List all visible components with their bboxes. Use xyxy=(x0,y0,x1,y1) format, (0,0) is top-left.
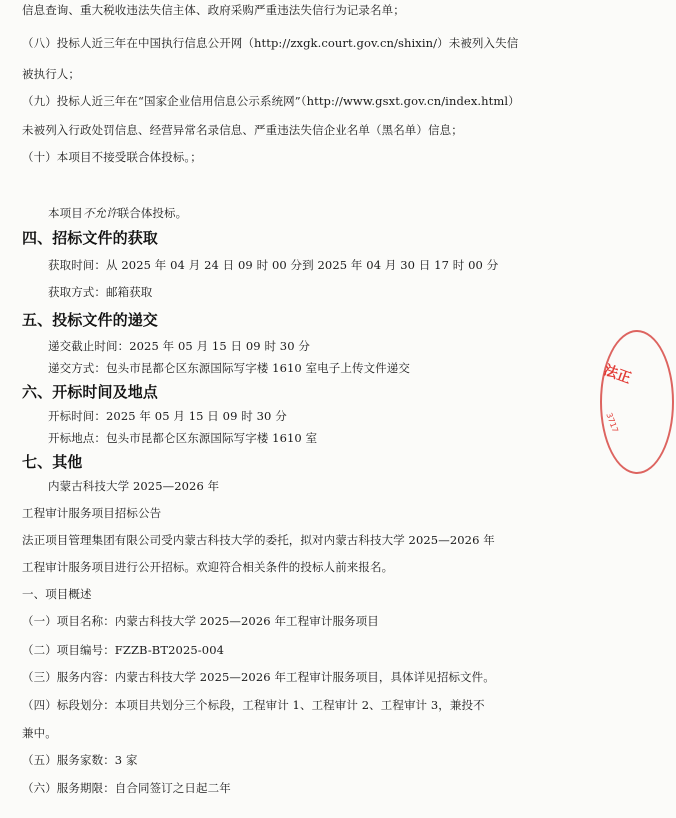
text-line: 递交截止时间：2025 年 05 月 15 日 09 时 30 分 xyxy=(48,339,310,353)
text-line: 信息查询、重大税收违法失信主体、政府采购严重违法失信行为记录名单； xyxy=(22,3,405,17)
text-line: （六）服务期限：自合同签订之日起二年 xyxy=(22,781,231,795)
section-heading: 七、其他 xyxy=(22,453,83,471)
section-heading: 四、招标文件的获取 xyxy=(22,229,158,247)
text-line: （四）标段划分：本项目共划分三个标段，工程审计 1、工程审计 2、工程审计 3，兼投不 xyxy=(22,698,485,712)
text-line: 获取时间：从 2025 年 04 月 24 日 09 时 00 分到 2025 年 04 月 30 日 17 时 00 分 xyxy=(48,258,499,272)
text-line: （二）项目编号：FZZB-BT2025-004 xyxy=(22,643,225,657)
text-line xyxy=(48,206,676,220)
text-line: （九）投标人近三年在“国家企业信用信息公示系统网”（http://www.gsxt.gov.cn/index.html） xyxy=(22,94,520,108)
section-heading: 五、投标文件的递交 xyxy=(22,311,158,329)
text-line: （八）投标人近三年在中国执行信息公开网（http://zxgk.court.gov.cn/shixin/）未被列入失信 xyxy=(22,36,519,50)
emphasis-text: 不允许 xyxy=(82,206,118,220)
text-line: （十）本项目不接受联合体投标。； xyxy=(22,150,202,164)
seal-stamp-number: 3717 xyxy=(604,411,620,434)
text-span: 联合体投标。 xyxy=(117,206,188,220)
text-line: 内蒙古科技大学 2025—2026 年 xyxy=(48,479,220,493)
text-span: 本项目 xyxy=(48,206,83,220)
seal-stamp-text: 法正 xyxy=(601,362,634,387)
text-line: 工程审计服务项目进行公开招标。欢迎符合相关条件的投标人前来报名。 xyxy=(22,560,394,574)
section-heading: 六、开标时间及地点 xyxy=(22,383,158,401)
text-line: 未被列入行政处罚信息、经营异常名录信息、严重违法失信企业名单（黑名单）信息； xyxy=(22,123,463,137)
text-line: 兼中。 xyxy=(22,726,57,740)
text-line: （五）服务家数：3 家 xyxy=(22,753,138,767)
text-line: 法正项目管理集团有限公司受内蒙古科技大学的委托，拟对内蒙古科技大学 2025—2026 年 xyxy=(22,533,495,547)
text-line: （一）项目名称：内蒙古科技大学 2025—2026 年工程审计服务项目 xyxy=(22,614,379,628)
text-line: 开标地点：包头市昆都仑区东源国际写字楼 1610 室 xyxy=(48,431,318,445)
text-line: 一、项目概述 xyxy=(22,587,92,601)
text-line: （三）服务内容：内蒙古科技大学 2025—2026 年工程审计服务项目，具体详见招标文件。 xyxy=(22,670,495,684)
seal-stamp xyxy=(600,330,674,474)
text-line: 开标时间：2025 年 05 月 15 日 09 时 30 分 xyxy=(48,409,287,423)
text-line: 被执行人； xyxy=(22,67,80,81)
text-line: 递交方式：包头市昆都仑区东源国际写字楼 1610 室电子上传文件递交 xyxy=(48,361,410,375)
text-line: 工程审计服务项目招标公告 xyxy=(22,506,162,520)
text-line: 获取方式：邮箱获取 xyxy=(48,285,153,299)
